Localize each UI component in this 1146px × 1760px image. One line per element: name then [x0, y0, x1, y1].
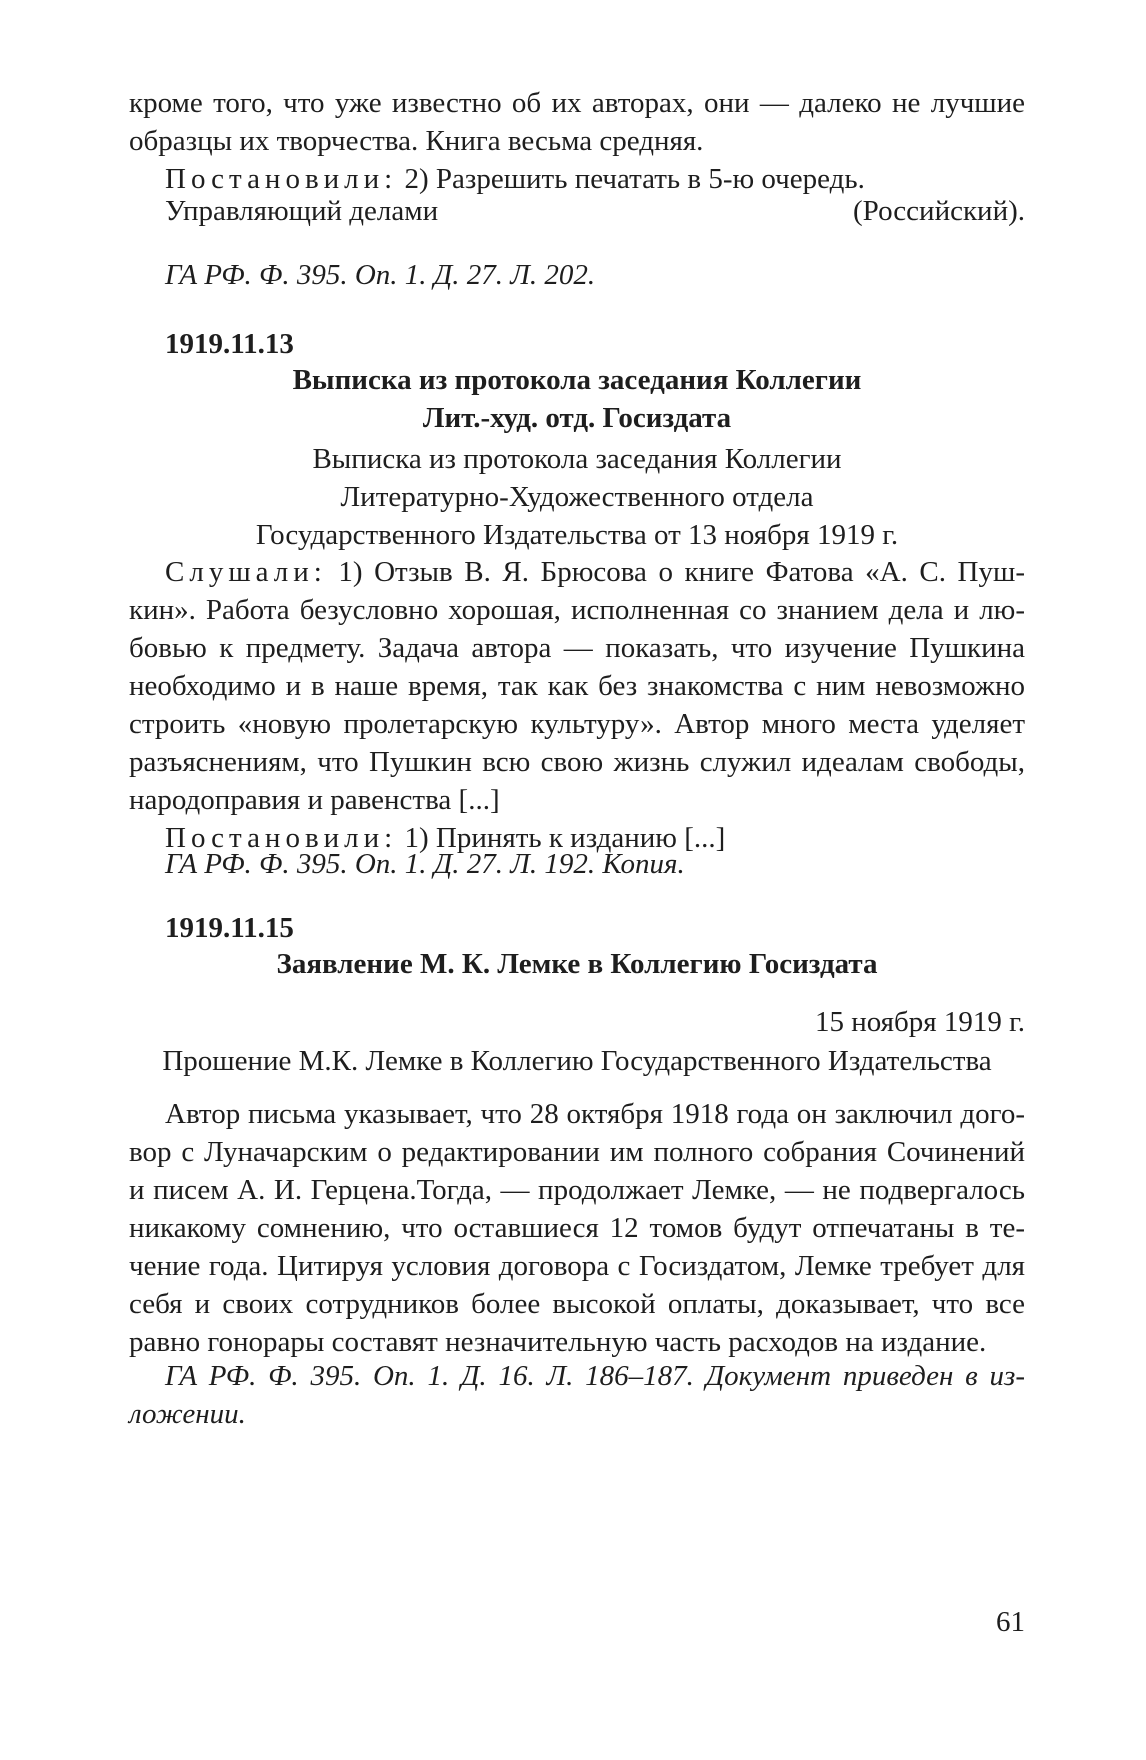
body-line: кроме того, что уже известно об их авторах, они — далеко не лучшие	[129, 87, 1025, 119]
body-line: разъяснениям, что Пушкин всю свою жизнь служил идеалам свободы,	[129, 746, 1025, 778]
body-line: вор с Луначарским о редактировании им полного собрания Сочинений	[129, 1136, 1025, 1168]
signature-name: (Российский).	[853, 195, 1025, 227]
archive-source: ГА РФ. Ф. 395. Оп. 1. Д. 27. Л. 202.	[165, 259, 596, 291]
page-number: 61	[996, 1606, 1025, 1638]
heard-label: Слушали:	[165, 556, 327, 588]
document-subtitle: Выписка из протокола заседания Коллегии Литературно-Художественного отдела Государственного Издательства от 13 ноября 1919 г.	[255, 443, 899, 551]
body-line: народоправия и равенства [...]	[129, 784, 500, 816]
body-line: строить «новую пролетарскую культуру». Автор много места уделяет	[129, 708, 1025, 740]
body-line: образцы их творчества. Книга весьма средняя.	[129, 125, 704, 157]
document-date: 1919.11.15	[165, 912, 294, 944]
continuation-text	[129, 84, 1025, 198]
document-date: 1919.11.13	[165, 328, 294, 360]
archive-source: ГА РФ. Ф. 395. Оп. 1. Д. 27. Л. 192. Копия.	[165, 848, 685, 880]
signature-row	[129, 192, 1025, 230]
resolution-label: Постановили:	[165, 822, 398, 854]
body-line: и писем А. И. Герцена.Тогда, — продолжает Лемке, — не подвергалось	[129, 1174, 1025, 1206]
document-body	[129, 1095, 1025, 1361]
document-subtitle: Прошение М.К. Лемке в Коллегию Государственного Издательства	[162, 1045, 992, 1077]
resolution-text: 2) Разрешить печатать в 5-ю очередь.	[397, 163, 865, 195]
body-line: чение года. Цитируя условия договора с Госиздатом, Лемке требует для	[129, 1250, 1025, 1282]
resolution-label: Постановили:	[165, 163, 398, 195]
resolution-text: 1) Принять к изданию [...]	[397, 822, 726, 854]
body-line: кин». Работа безусловно хорошая, исполненная со знанием дела и лю-	[129, 594, 1025, 626]
signature-role: Управляющий делами	[165, 195, 439, 227]
body-line: Автор письма указывает, что 28 октября 1918 года он заключил дого-	[165, 1098, 1025, 1130]
document-dated: 15 ноября 1919 г.	[814, 1006, 1025, 1038]
body-line: необходимо и в наше время, так как без знакомства с ним невозможно	[129, 670, 1025, 702]
body-line: себя и своих сотрудников более высокой оплаты, доказывает, что все	[129, 1288, 1025, 1320]
archive-source: ГА РФ. Ф. 395. Оп. 1. Д. 16. Л. 186–187. Документ приведен в из- ложении.	[129, 1360, 1025, 1430]
document-body	[129, 553, 1025, 857]
document-title: Выписка из протокола заседания Коллегии Лит.-худ. отд. Госиздата	[292, 364, 862, 434]
body-line: равно гонорары составят незначительную часть расходов на издание.	[129, 1326, 987, 1358]
document-title: Заявление М. К. Лемке в Коллегию Госиздата	[276, 948, 878, 980]
body-line: никакому сомнению, что оставшиеся 12 томов будут отпечатаны в те-	[129, 1212, 1025, 1244]
body-line: Слушали: 1) Отзыв В. Я. Брюсова о книге Фатова «А. С. Пуш-	[165, 556, 1025, 588]
body-line: бовью к предмету. Задача автора — показать, что изучение Пушкина	[129, 632, 1025, 664]
